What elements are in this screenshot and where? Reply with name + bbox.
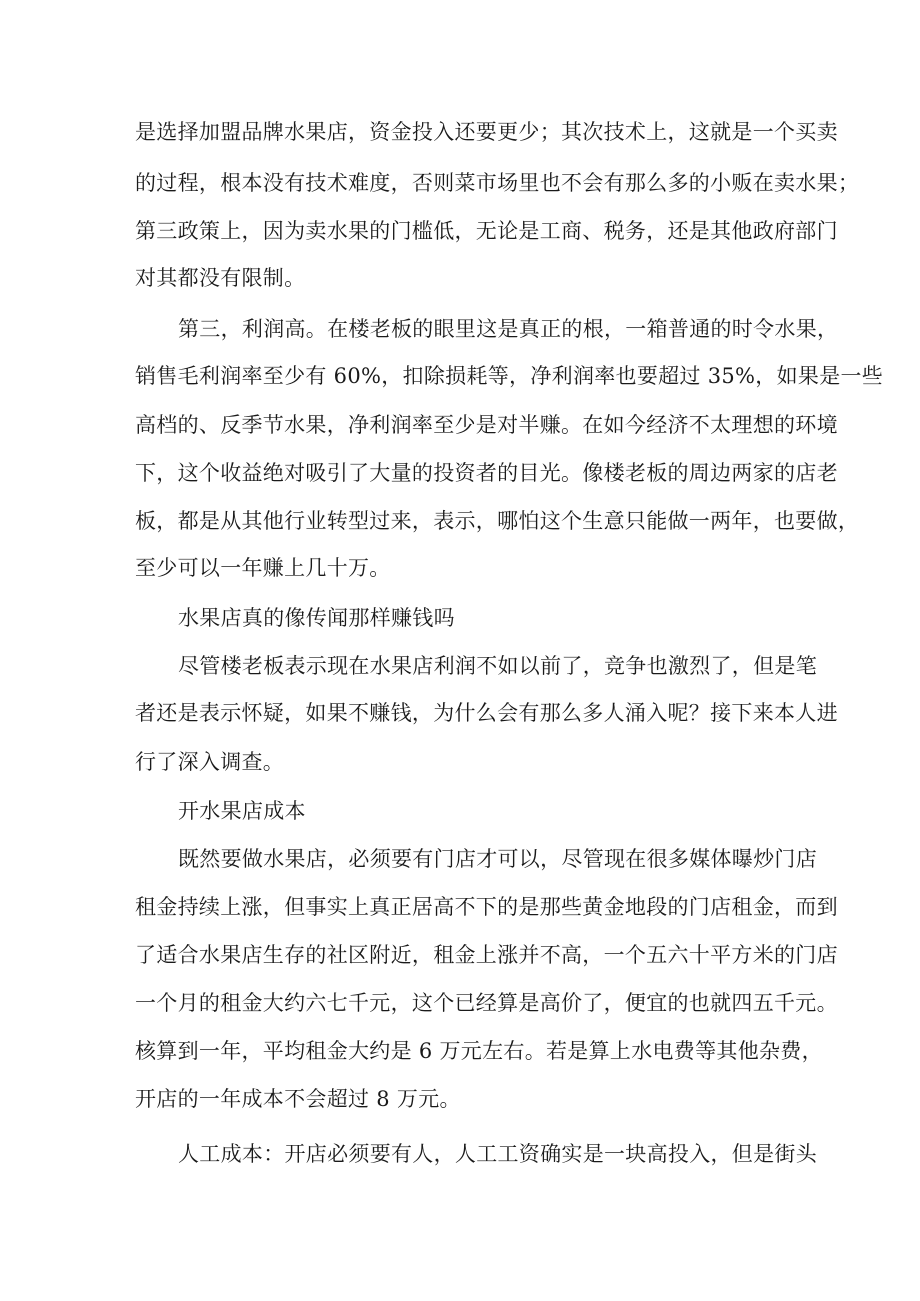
text-line: 一个月的租金大约六七千元，这个已经算是高价了，便宜的也就四五千元。 bbox=[135, 991, 838, 1015]
text-line: 开店的一年成本不会超过 8 万元。 bbox=[135, 1087, 461, 1111]
text-line: 第三，利润高。在楼老板的眼里这是真正的根，一箱普通的时令水果， bbox=[178, 317, 839, 341]
text-line: 是选择加盟品牌水果店，资金投入还要更少；其次技术上，这就是一个买卖 bbox=[135, 120, 838, 144]
text-line: 租金持续上涨，但事实上真正居高不下的是那些黄金地段的门店租金，而到 bbox=[135, 895, 838, 919]
text-line: 尽管楼老板表示现在水果店利润不如以前了，竞争也激烈了，但是笔 bbox=[178, 654, 817, 678]
text-line: 第三政策上，因为卖水果的门槛低，无论是工商、税务，还是其他政府部门 bbox=[135, 219, 838, 243]
text-line: 的过程，根本没有技术难度，否则菜市场里也不会有那么多的小贩在卖水果； bbox=[135, 171, 860, 195]
text-line: 下，这个收益绝对吸引了大量的投资者的目光。像楼老板的周边两家的店老 bbox=[135, 461, 838, 485]
text-line: 高档的、反季节水果，净利润率至少是对半赚。在如今经济不太理想的环境 bbox=[135, 413, 838, 437]
text-line: 了适合水果店生存的社区附近，租金上涨并不高，一个五六十平方米的门店 bbox=[135, 943, 838, 967]
text-line: 者还是表示怀疑，如果不赚钱，为什么会有那么多人涌入呢？接下来本人进 bbox=[135, 701, 838, 725]
text-line: 对其都没有限制。 bbox=[135, 266, 306, 290]
text-line: 板，都是从其他行业转型过来，表示，哪怕这个生意只能做一两年，也要做， bbox=[135, 509, 860, 533]
text-line: 既然要做水果店，必须要有门店才可以，尽管现在很多媒体曝炒门店 bbox=[178, 847, 817, 871]
section-heading: 开水果店成本 bbox=[178, 799, 306, 823]
section-heading: 水果店真的像传闻那样赚钱吗 bbox=[178, 606, 455, 630]
text-line: 核算到一年，平均租金大约是 6 万元左右。若是算上水电费等其他杂费， bbox=[135, 1039, 823, 1063]
text-line: 行了深入调查。 bbox=[135, 750, 285, 774]
text-line: 人工成本：开店必须要有人，人工工资确实是一块高投入，但是街头 bbox=[178, 1142, 817, 1166]
text-line: 销售毛利润率至少有 60%，扣除损耗等，净利润率也要超过 35%，如果是一些 bbox=[135, 364, 884, 388]
text-line: 至少可以一年赚上几十万。 bbox=[135, 556, 391, 580]
